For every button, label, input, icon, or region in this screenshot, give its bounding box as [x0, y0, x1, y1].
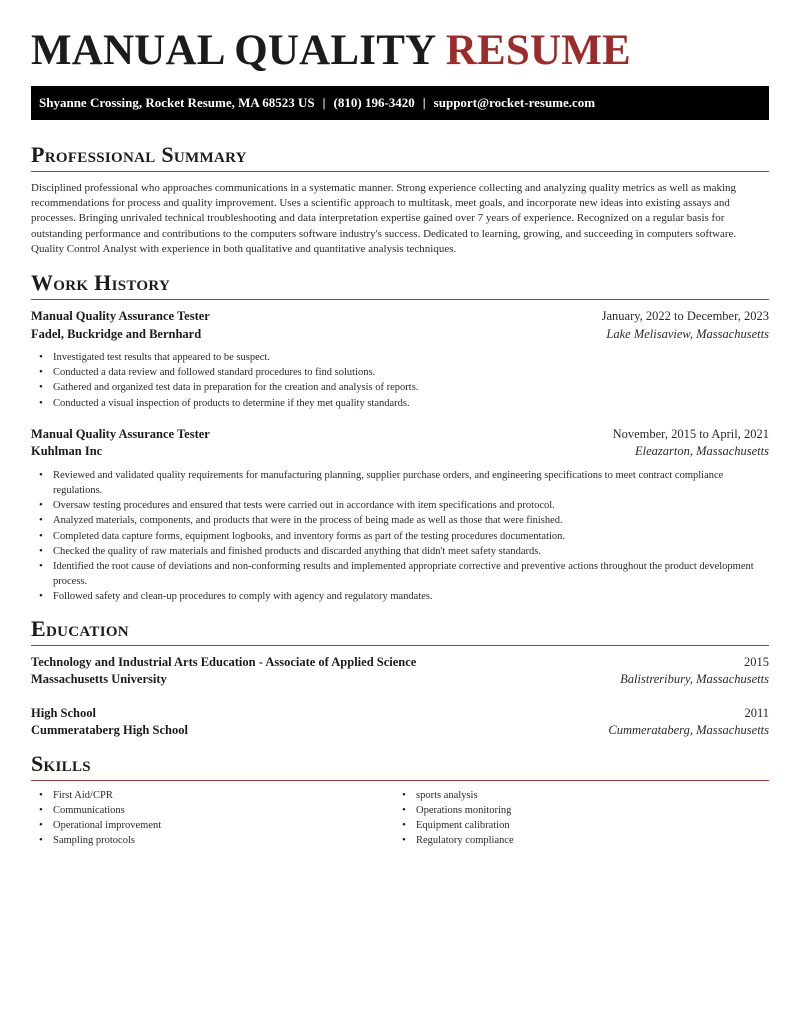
contact-bar — [31, 86, 769, 120]
job-bullet-list — [31, 468, 769, 605]
skill-item: • Regulatory compliance — [394, 833, 757, 848]
job-bullet: • Reviewed and validated quality requirements for manufacturing planning, supplier purchase orders, and engineering specifications to meet contract compliance regulations. — [31, 468, 769, 498]
job-header-row — [31, 426, 769, 444]
job-company-row — [31, 443, 769, 461]
job-bullet: • Conducted a visual inspection of products to determine if they met quality standards. — [31, 396, 769, 411]
skills-column-right — [394, 788, 757, 849]
skills-heading: Skills — [31, 751, 769, 781]
work-history-heading: Work History — [31, 270, 769, 300]
job-location: Eleazarton, Massachusetts — [634, 444, 769, 459]
education-entry — [31, 705, 769, 740]
job-company-row — [31, 326, 769, 344]
job-location: Lake Melisaview, Massachusetts — [606, 326, 769, 341]
skill-item: • Operational improvement — [31, 818, 394, 833]
contact-separator: | — [322, 95, 326, 110]
job-entry — [31, 426, 769, 605]
contact-address: Shyanne Crossing, Rocket Resume, MA 68523 US — [39, 95, 315, 110]
job-bullet: • Conducted a data review and followed standard procedures to find solutions. — [31, 365, 769, 380]
skills-grid — [31, 788, 769, 849]
job-entry — [31, 308, 769, 411]
summary-text: Disciplined professional who approaches communications in a systematic manner. Strong experience collecting and analyzing quality metrics as well as making recommendations for process and quality improvement. Uses a scientific approach to multitask, meet goals, and incorporate new ideas into existing assays and processes. Bringing unrivaled technical troubleshooting and data interpretation expertise gained over 7 years of experience. Recognized on a regular basis for outstanding performance and contributions to the computers software industry's success. Dedicated to learning, growing, and succeeding in computers software. Quality Control Analyst with experience in both qualitative and quantitative analysis techniques. — [31, 182, 737, 255]
skills-column-left — [31, 788, 394, 849]
job-header-row — [31, 308, 769, 326]
job-bullet: • Gathered and organized test data in preparation for the creation and analysis of reports. — [31, 380, 769, 395]
job-bullet: • Followed safety and clean-up procedures to comply with agency and regulatory mandates. — [31, 589, 769, 604]
education-degree-row — [31, 705, 769, 723]
skill-item: • Sampling protocols — [31, 833, 394, 848]
education-degree: Technology and Industrial Arts Education - Associate of Applied Science — [31, 654, 417, 669]
contact-separator: | — [422, 95, 426, 110]
contact-phone: (810) 196-3420 — [333, 95, 415, 110]
education-school: Massachusetts University — [31, 672, 167, 687]
contact-email: support@rocket-resume.com — [433, 95, 596, 110]
skill-item: • First Aid/CPR — [31, 788, 394, 803]
job-title: Manual Quality Assurance Tester — [31, 309, 210, 324]
job-dates: January, 2022 to December, 2023 — [601, 309, 769, 324]
job-bullet: • Analyzed materials, components, and products that were in the process of being made as well as those that were finished. — [31, 513, 769, 528]
education-school: Cummerataberg High School — [31, 723, 188, 738]
job-company: Fadel, Buckridge and Bernhard — [31, 326, 202, 341]
job-bullet: • Identified the root cause of deviations and non-conforming results and implemented appropriate corrective and preventive actions throughout the product development process. — [31, 559, 769, 589]
resume-title — [31, 28, 769, 74]
education-location: Balistreribury, Massachusetts — [620, 672, 769, 687]
resume-page — [31, 0, 769, 848]
education-entry — [31, 654, 769, 689]
education-degree-row — [31, 654, 769, 672]
job-company: Kuhlman Inc — [31, 444, 103, 459]
education-school-row — [31, 671, 769, 689]
job-bullet: • Checked the quality of raw materials and finished products and discarded anything that didn't meet safety standards. — [31, 544, 769, 559]
summary-heading: Professional Summary — [31, 142, 769, 172]
education-year: 2011 — [744, 705, 769, 720]
education-year: 2015 — [744, 654, 769, 669]
skill-item: • sports analysis — [394, 788, 757, 803]
job-bullet: • Completed data capture forms, equipment logbooks, and inventory forms as part of the testing procedures documentation. — [31, 529, 769, 544]
job-bullet: • Oversaw testing procedures and ensured that tests were carried out in accordance with item specifications and protocol. — [31, 498, 769, 513]
job-bullet-list — [31, 350, 769, 411]
education-heading: Education — [31, 616, 769, 646]
job-dates: November, 2015 to April, 2021 — [612, 426, 769, 441]
job-bullet: • Investigated test results that appeared to be suspect. — [31, 350, 769, 365]
skill-item: • Operations monitoring — [394, 803, 757, 818]
education-location: Cummerataberg, Massachusetts — [608, 723, 769, 738]
title-accent: RESUME — [445, 27, 631, 74]
skill-item: • Equipment calibration — [394, 818, 757, 833]
skill-item: • Communications — [31, 803, 394, 818]
education-degree: High School — [31, 705, 96, 720]
education-school-row — [31, 722, 769, 740]
job-title: Manual Quality Assurance Tester — [31, 426, 210, 441]
title-primary: MANUAL QUALITY — [31, 27, 435, 74]
